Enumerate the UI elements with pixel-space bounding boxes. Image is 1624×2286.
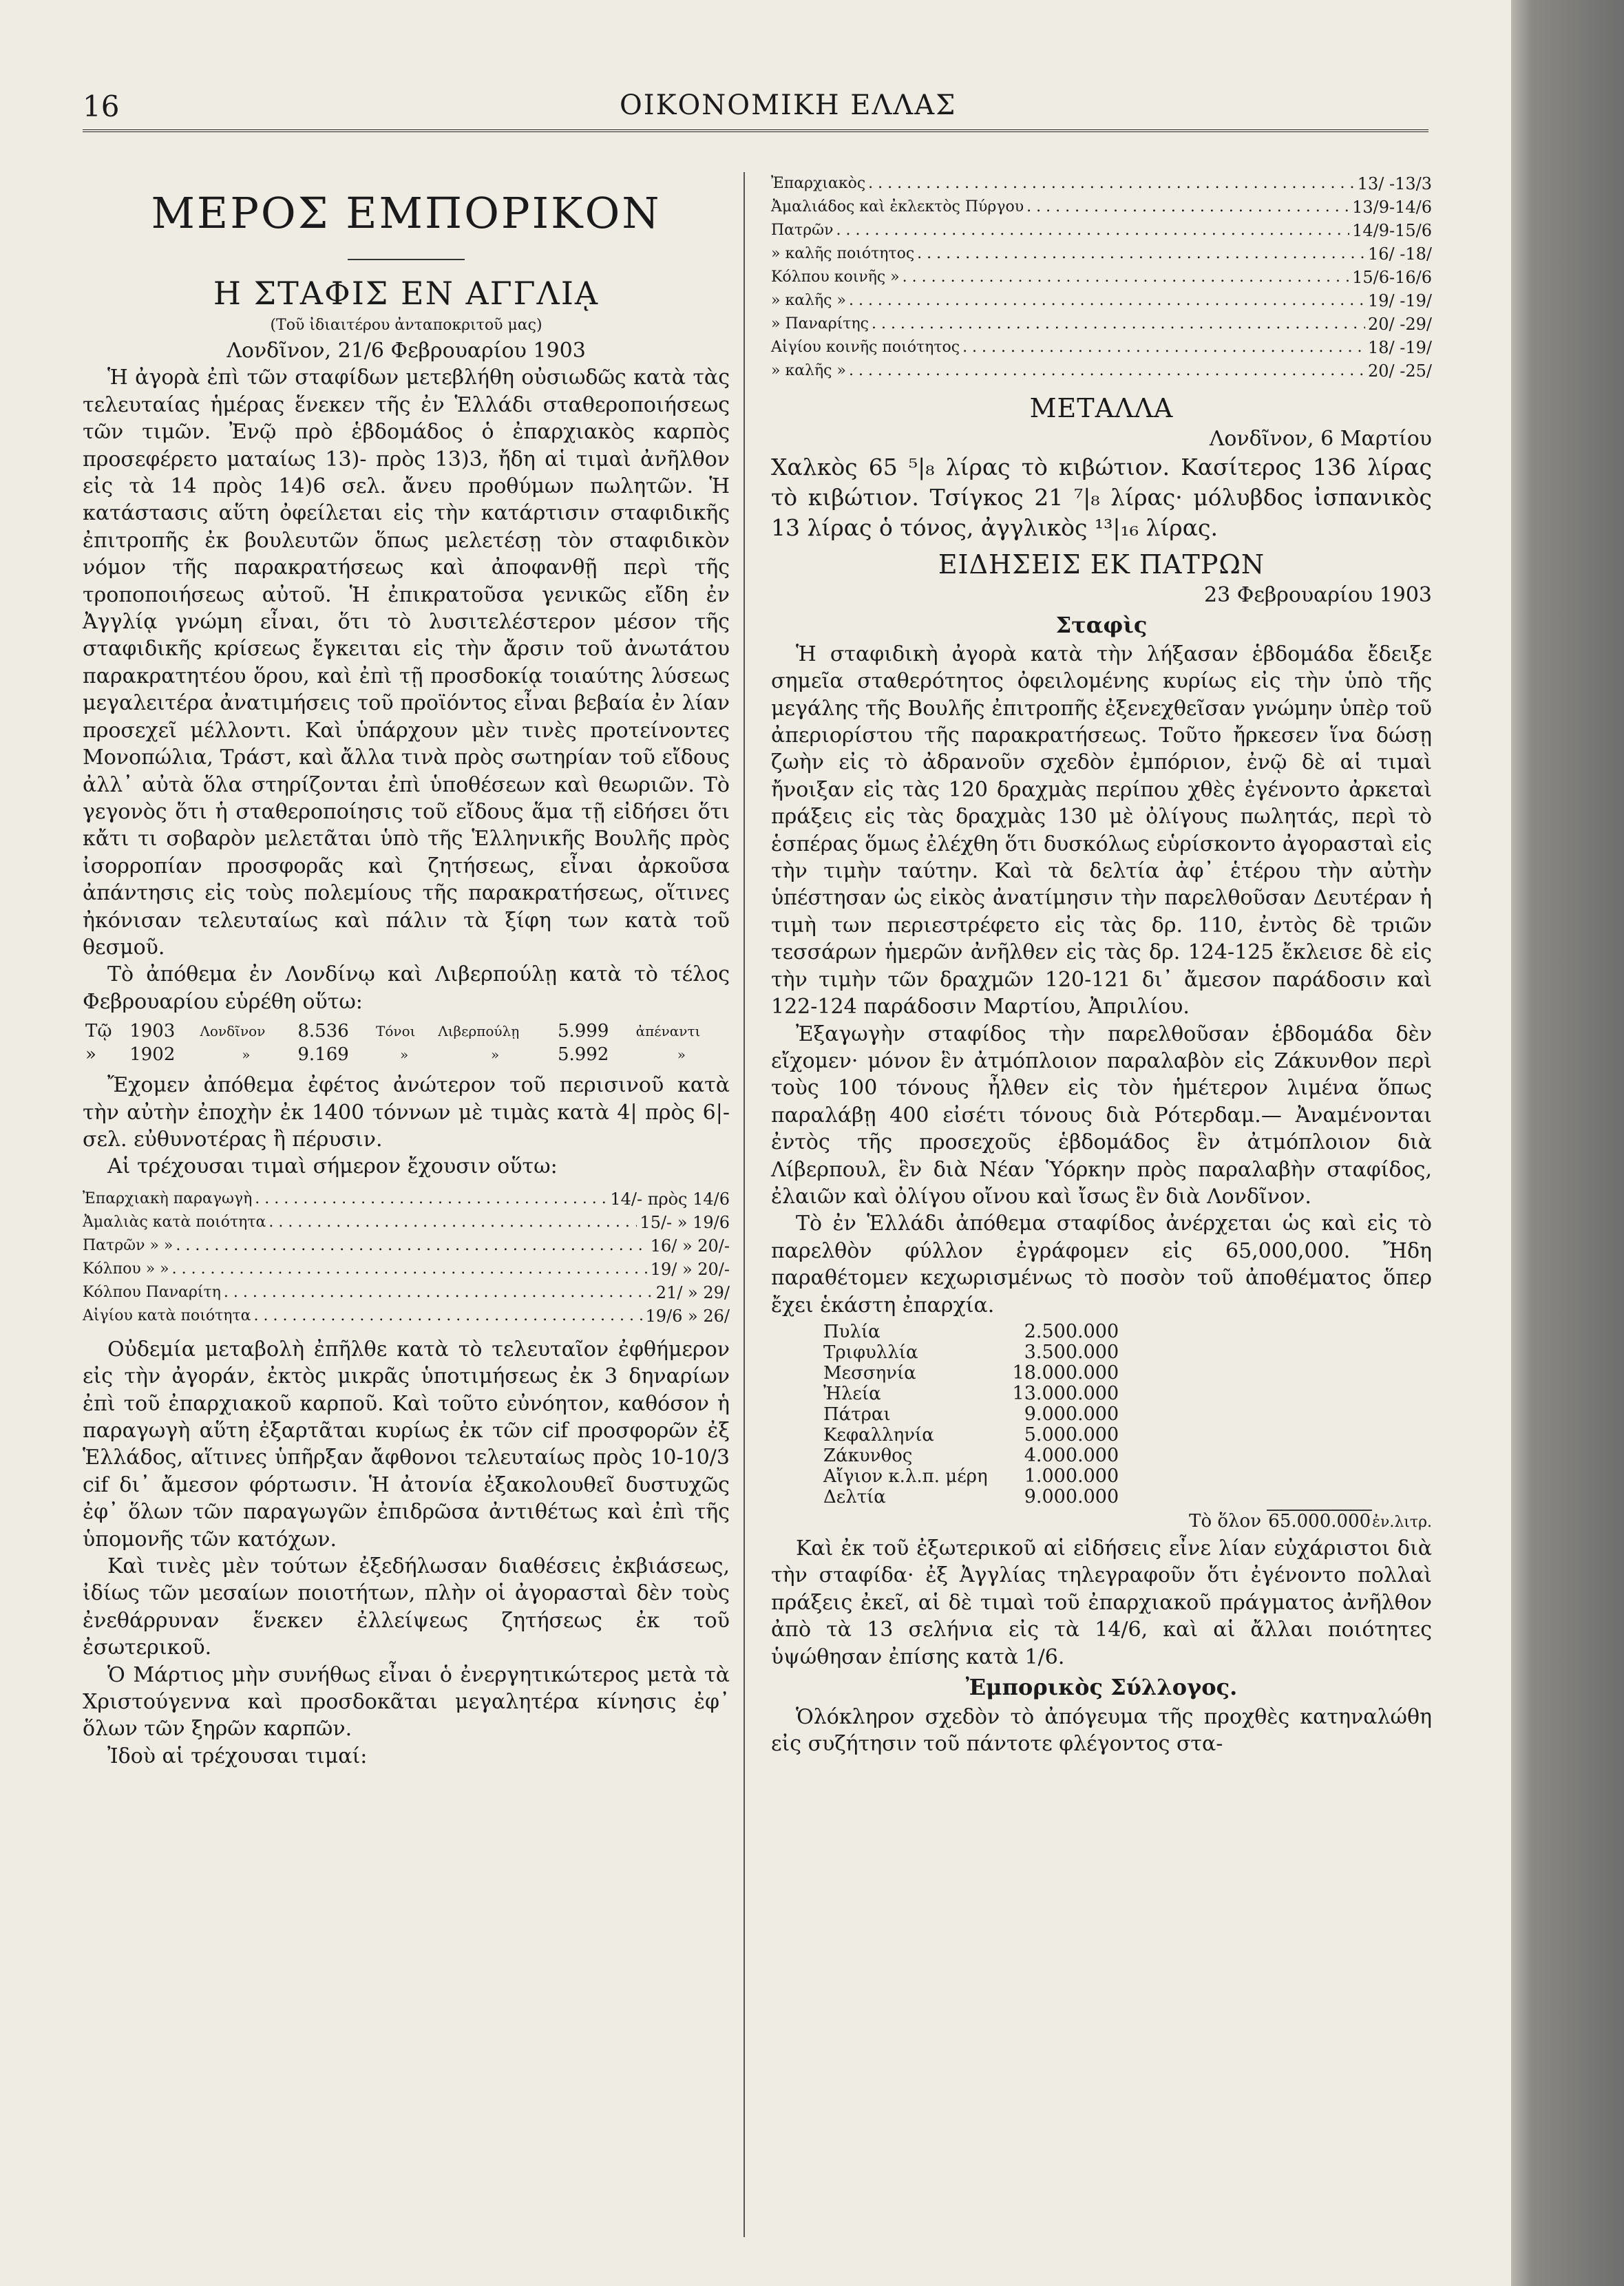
stock-city: » — [490, 1046, 500, 1063]
province-name: Κεφαλληνία — [823, 1424, 934, 1446]
province-amount: 1.000.000 — [1024, 1465, 1119, 1487]
price-value: 13/ -13/3 — [1357, 174, 1432, 193]
article-title: Η ΣΤΑΦΙΣ ΕΝ ΑΓΓΛΙᾼ — [213, 275, 600, 312]
stock-prefix: » — [85, 1044, 96, 1066]
stock-year: 1902 — [129, 1044, 176, 1066]
price-value: 19/ -19/ — [1368, 291, 1432, 310]
stock-year: 1903 — [129, 1021, 176, 1042]
province-amount: 13.000.000 — [1012, 1382, 1119, 1404]
title-rule — [348, 259, 465, 260]
metals-dateline: Λονδῖνον, 6 Μαρτίου — [1209, 427, 1432, 451]
list-item — [771, 336, 1432, 359]
price-label: » καλῆς » — [771, 362, 846, 379]
province-amount: 3.500.000 — [1024, 1341, 1119, 1363]
province-amount: 2.500.000 — [1024, 1320, 1119, 1342]
stock-city: Λιβερπούλῃ — [438, 1023, 520, 1040]
price-label: » καλῆς » — [771, 292, 846, 309]
price-value: 16/ » 20/- — [650, 1236, 730, 1256]
paragraph: Χαλκὸς 65 ⁵|₈ λίρας τὸ κιβώτιον. Κασίτερος 136 λίρας τὸ κιβώτιον. Τσίγκος 21 ⁷|₈ λίρας· μόλυβδος ἰσπανικὸς 13 λίρας ὁ τόνος, ἀγγλικὸς ¹³|₁₆ λίρας. — [771, 454, 1432, 542]
list-item — [771, 266, 1432, 289]
province-name: Μεσσηνία — [823, 1362, 916, 1384]
list-item — [83, 1187, 730, 1211]
journal-title: ΟΙΚΟΝΟΜΙΚΗ ΕΛΛΑΣ — [620, 89, 957, 121]
table-row — [819, 1322, 1123, 1342]
metals-title: ΜΕΤΑΛΛΑ — [1029, 393, 1174, 423]
province-name: Αἴγιον κ.λ.π. μέρη — [823, 1465, 988, 1487]
list-item — [771, 242, 1432, 266]
province-amount: 4.000.000 — [1024, 1444, 1119, 1466]
left-column — [83, 172, 730, 1770]
province-name: Τριφυλλία — [823, 1342, 918, 1363]
price-label: Πατρῶν » » — [83, 1236, 173, 1254]
stock-quantity: 9.169 — [297, 1044, 349, 1066]
byline: (Τοῦ ἰδιαιτέρου ἀνταποκριτοῦ μας) — [270, 317, 542, 334]
price-value: 14/9-15/6 — [1352, 221, 1432, 240]
price-value: 19/6 » 26/ — [645, 1306, 730, 1326]
stock-unit: » — [400, 1046, 409, 1063]
price-value: 16/ -18/ — [1368, 244, 1432, 264]
province-amount: 18.000.000 — [1012, 1362, 1119, 1384]
right-column — [771, 172, 1432, 1758]
province-amount: 9.000.000 — [1024, 1403, 1119, 1425]
price-value: 14/- πρὸς 14/6 — [610, 1189, 730, 1209]
stock-note: » — [677, 1046, 686, 1063]
list-item — [771, 359, 1432, 383]
price-label: Πατρῶν — [771, 222, 834, 239]
stock-quantity: 5.999 — [557, 1021, 609, 1042]
list-item — [771, 195, 1432, 219]
province-name: Δελτία — [823, 1486, 886, 1507]
province-amount: 9.000.000 — [1024, 1485, 1119, 1507]
paragraph: Ἰδοὺ αἱ τρέχουσαι τιμαί: — [107, 1744, 368, 1768]
table-row — [819, 1446, 1123, 1466]
province-total — [771, 1507, 1432, 1535]
province-name: Πάτραι — [823, 1404, 891, 1425]
list-item — [83, 1304, 730, 1328]
stock-quantity: 8.536 — [297, 1021, 349, 1042]
price-label: Αἰγίου κατὰ ποιότητα — [83, 1306, 251, 1324]
province-name: Πυλία — [823, 1321, 880, 1342]
total-unit: ἐν.λιτρ. — [1372, 1513, 1432, 1531]
patras-dateline: 23 Φεβρουαρίου 1903 — [1204, 583, 1432, 608]
price-label: Ἀμαλιάδος καὶ ἐκλεκτὸς Πύργου — [771, 198, 1024, 215]
stock-quantity: 5.992 — [557, 1044, 609, 1066]
paragraph: Καὶ τινὲς μὲν τούτων ἐξεδήλωσαν διαθέσεις ἐκβιάσεως, ἰδίως τῶν μεσαίων ποιοτήτων, πλὴν οἱ ἀγορασταὶ δὲν τοὺς ἐνεθάρρυναν ἕνεκεν ἐλλείψεως ζητήσεως ἐκ τοῦ ἐσωτερικοῦ. — [83, 1554, 730, 1660]
table-row — [819, 1363, 1123, 1384]
province-amount: 5.000.000 — [1024, 1424, 1119, 1446]
table-row — [819, 1342, 1123, 1363]
price-list — [771, 172, 1432, 383]
paragraph: Ὁ Μάρτιος μὴν συνήθως εἶναι ὁ ἐνεργητικώτερος μετὰ τὰ Χριστούγεννα καὶ προσδοκᾶται μεγαλητέρα κίνησις ἐφ᾽ ὅλων τῶν ξηρῶν καρπῶν. — [83, 1662, 730, 1742]
price-label: Ἐπαρχιακὸς — [771, 175, 866, 192]
stock-prefix: Τῷ — [85, 1021, 112, 1042]
paragraph: Ἡ σταφιδικὴ ἀγορὰ κατὰ τὴν λήξασαν ἑβδομάδα ἔδειξε σημεῖα σταθερότητος ὀφειλομένης κυρίως εἰς τὴν ὑπὸ τῆς μεγάλης τῆς Βουλῆς ἐπιτροπῆς ἐξενεχθεῖσαν γνώμην ὑπὲρ τοῦ ἀπεριορίστου τῆς παρακρατήσεως. Τοῦτο ἤρκεσεν ἵνα δώσῃ ζωὴν εἰς τὸ ἀδρανοῦν σχεδὸν ἐμπόριον, ἐνῷ δὲ αἱ τιμαὶ ἤνοιξαν εἰς τὰς 120 δραχμὰς περίπου χθὲς ἐγένοντο ἀρκεταὶ πράξεις εἰς τὰς δραχμὰς 130 μὲ ὀλίγους πωλητάς, περὶ τὸ ἑσπέρας ὅμως ἐλέχθη ὅτι δυσκόλως εὑρίσκοντο ἀγορασταὶ εἰς τὴν τιμὴν ταύτην. Καὶ τὰ δελτία ἀφ᾽ ἑτέρου τὴν αὐτὴν ὑπέστησαν ὡς εἰκὸς ἀνατίμησιν τὴν παρελθοῦσαν Δευτέραν ἡ τιμὴ των περιεστρέφετο εἰς τὰς δρ. 110, ἐντὸς δὲ τριῶν τεσσάρων ἡμερῶν ἀνῆλθεν εἰς τὰς δρ. 124-125 ἔκλεισε δὲ εἰς τὴν τιμὴν τῶν δραχμῶν 120-121 δι᾽ ἄμεσον παράδοσιν καὶ 122-124 παράδοσιν Μαρτίου, Ἀπριλίου. — [771, 642, 1432, 1019]
price-value: 20/ -29/ — [1368, 315, 1432, 334]
list-item — [771, 313, 1432, 336]
dateline: Λονδῖνον, 21/6 Φεβρουαρίου 1903 — [226, 339, 586, 363]
paragraph: Αἱ τρέχουσαι τιμαὶ σήμερον ἔχουσιν οὕτω: — [107, 1154, 558, 1179]
price-label: Αἰγίου κοινῆς ποιότητος — [771, 339, 960, 356]
list-item — [83, 1258, 730, 1281]
table-row — [83, 1043, 730, 1066]
province-table — [819, 1322, 1123, 1507]
page-header — [83, 89, 1425, 131]
patras-title: ΕΙΔΗΣΕΙΣ ΕΚ ΠΑΤΡΩΝ — [938, 549, 1265, 580]
paragraph: Οὐδεμία μεταβολὴ ἐπῆλθε κατὰ τὸ τελευταῖον ἐφθήμερον εἰς τὴν ἀγοράν, ἐκτὸς μικρᾶς ὑποτιμήσεως ἐκ 3 δηναρίων ἐπὶ τοῦ ἐπαρχιακοῦ καρποῦ. Καὶ τοῦτο εὐνόητον, καθόσον ἡ παραγωγὴ αὕτη ἐξαρτᾶται κυρίως ἐκ τῶν cif προσφορῶν ἐξ Ἑλλάδος, αἵτινες ὑπῆρξαν ἄφθονοι τελευταίως πρὸς 10-10/3 cif δι᾽ ἄμεσον φόρτωσιν. Ἡ ἀτονία ἐξακολουθεῖ δυστυχῶς ἐφ᾽ ὅλων τῶν παραγωγῶν ἐπιδρῶσα ἀντιθέτως καὶ ἐπὶ τῆς ὑπομονῆς τῶν κατόχων. — [83, 1337, 730, 1552]
section-title: ΜΕΡΟΣ ΕΜΠΟΡΙΚΟΝ — [151, 188, 662, 238]
paragraph: Ἔχομεν ἀπόθεμα ἐφέτος ἀνώτερον τοῦ περισινοῦ κατὰ τὴν αὐτὴν ἐποχὴν ἐκ 1400 τόννων μὲ τιμὰς κατὰ 4| πρὸς 6|- σελ. εὐθυνοτέρας ἢ πέρυσιν. — [83, 1073, 730, 1152]
total-value: 65.000.000 — [1268, 1510, 1371, 1532]
price-label: Ἀμαλιὰς κατὰ ποιότητα — [83, 1213, 266, 1231]
column-divider — [744, 172, 745, 2237]
stock-city: Λονδῖνον — [200, 1023, 266, 1040]
table-row — [819, 1404, 1123, 1425]
table-row — [83, 1019, 730, 1043]
price-label: Ἐπαρχιακὴ παραγωγὴ — [83, 1189, 253, 1207]
table-row — [819, 1425, 1123, 1446]
stock-city: » — [242, 1046, 251, 1063]
price-value: 13/9-14/6 — [1352, 198, 1432, 217]
stock-table — [83, 1019, 730, 1066]
stock-unit: Τόνοι — [376, 1023, 416, 1040]
stock-note: ἀπέναντι — [635, 1023, 701, 1040]
scan-edge — [1511, 0, 1624, 2286]
price-label: Κόλπου Παναρίτη — [83, 1283, 221, 1301]
province-name: Ἠλεία — [823, 1383, 881, 1404]
list-item — [83, 1281, 730, 1304]
list-item — [83, 1211, 730, 1234]
paragraph: Ἐξαγωγὴν σταφίδος τὴν παρελθοῦσαν ἑβδομάδα δὲν εἴχομεν· μόνον ἓν ἀτμόπλοιον παραλαβὸν εἰς Ζάκυνθον περὶ τοὺς 100 τόνους ἦλθεν εἰς τὸν ἡμέτερον λιμένα ὅπως παραλάβῃ 400 εἰσέτι τόνους διὰ Ρότερδαμ.— Ἀναμένονται ἐντὸς τῆς προσεχοῦς ἑβδομάδος ἓν ἀτμόπλοιον διὰ Λίβερπουλ, ἓν διὰ Νέαν Ὑόρκην πρὸς παραλαβὴν σταφίδος, ἐλαιῶν καὶ ὀλίγου οἴνου καὶ ἴσως ἓν διὰ Λονδῖνον. — [771, 1022, 1432, 1209]
subheading: Ἐμπορικὸς Σύλλογος. — [965, 1674, 1238, 1700]
subheading: Σταφὶς — [1055, 611, 1148, 638]
list-item — [771, 289, 1432, 313]
page-number: 16 — [83, 89, 120, 123]
price-value: 18/ -19/ — [1368, 338, 1432, 357]
list-item — [83, 1234, 730, 1258]
province-name: Ζάκυνθος — [823, 1445, 913, 1466]
paragraph: Ὁλόκληρον σχεδὸν τὸ ἀπόγευμα τῆς προχθὲς κατηναλώθη εἰς συζήτησιν τοῦ πάντοτε φλέγοντος στα- — [771, 1705, 1432, 1757]
paragraph: Καὶ ἐκ τοῦ ἐξωτερικοῦ αἱ εἰδήσεις εἶνε λίαν εὐχάριστοι διὰ τὴν σταφίδα· ἐξ Ἀγγλίας τηλεγραφοῦν ὅτι ἐγένοντο πολλαὶ πράξεις ἐκεῖ, αἱ δὲ τιμαὶ τοῦ ἐπαρχιακοῦ πράγματος ἀνῆλθον ἀπὸ τὰ 13 σελήνια εἰς τὰ 14/6, καὶ αἱ ἄλλαι ποιότητες ὑψώθησαν ἐπίσης κατὰ 1/6. — [771, 1536, 1432, 1669]
price-value: 21/ » 29/ — [655, 1282, 730, 1302]
paragraph: Τὸ ἐν Ἑλλάδι ἀπόθεμα σταφίδος ἀνέρχεται ὡς καὶ εἰς τὸ παρελθὸν φύλλον ἐγράφομεν εἰς 65,000,000. Ἤδη παραθέτομεν κεχωρισμένως τὸ ποσὸν τοῦ ἀποθέματος ὅπερ ἔχει ἑκάστη ἐπαρχία. — [771, 1211, 1432, 1317]
table-row — [819, 1466, 1123, 1487]
price-value: 15/- » 19/6 — [640, 1212, 730, 1232]
price-label: » Παναρίτης — [771, 315, 869, 332]
table-row — [819, 1487, 1123, 1507]
price-value: 20/ -25/ — [1368, 361, 1432, 381]
price-label: Κόλπου κοινῆς » — [771, 268, 900, 286]
list-item — [771, 172, 1432, 195]
paragraph: Τὸ ἀπόθεμα ἐν Λονδίνῳ καὶ Λιβερπούλῃ κατὰ τὸ τέλος Φεβρουαρίου εὑρέθη οὕτω: — [83, 962, 730, 1014]
total-label: Τὸ ὅλον — [1189, 1510, 1262, 1532]
list-item — [771, 219, 1432, 242]
paragraph: Ἡ ἀγορὰ ἐπὶ τῶν σταφίδων μετεβλήθη οὐσιωδῶς κατὰ τὰς τελευταίας ἡμέρας ἕνεκεν τῆς ἐν Ἑλλάδι σταθεροποιήσεως τῶν τιμῶν. Ἐνῷ πρὸ ἑβδομάδος ὁ ἐπαρχιακὸς καρπὸς προσεφέρετο ματαίως 13)- πρὸς 13)3, ἤδη αἱ τιμαὶ ἀνῆλθον εἰς τὰ 14 πρὸς 14)6 σελ. ἄνευ προθύμων πωλητῶν. Ἡ κατάστασις αὕτη ὀφείλεται εἰς τὴν κατάρτισιν σταφιδικῆς ἐπιτροπῆς ἐκ βουλευτῶν ὅπως μελετέσῃ τὸν σταφιδικὸν νόμον τῆς παρακρατήσεως καὶ ἀποφανθῇ περὶ τῆς τροποποιήσεως αὐτοῦ. Ἡ ἐπικρατοῦσα γενικῶς εἴδη ἐν Ἀγγλίᾳ γνώμη εἶναι, ὅτι τὸ λυσιτελέστερον μέσον τῆς σταφιδικῆς κρίσεως ἔγκειται εἰς τὴν ἄρσιν τοῦ ἀνωτάτου παρακρατητέου ὅρου, καὶ ἐπὶ τῇ προσδοκίᾳ τοιαύτης λύσεως μεγαλειτέρα ἀνατιμήσεις τοῦ προϊόντος εἶναι βεβαία ἐν λίαν προσεχεῖ μέλλοντι. Καὶ ὑπάρχουν μὲν τινὲς προτείνοντες Μονοπώλια, Τράστ, καὶ ἄλλα τινὰ πρὸς σωτηρίαν τοῦ εἴδους ἀλλ᾽ αὐτὰ ὅλα στηρίζονται ἐπὶ ὑποθέσεων καὶ θεωριῶν. Τὸ γεγονὸς ὅτι ἡ σταθεροποίησις τοῦ εἴδους ἅμα τῇ εἰδήσει ὅτι κἄτι τι σοβαρὸν μελετᾶται ὑπὸ τῆς Ἑλληνικῆς Βουλῆς πρὸς ἰσορροπίαν προσφορᾶς καὶ ζητήσεως, εἶναι ἀρκοῦσα ἀπάντησις εἰς τοὺς πολεμίους τῆς παρακρατήσεως, οἵτινες ἠκόνισαν τελευταίως καὶ πάλιν τὰ ξίφη των κατὰ τοῦ θεσμοῦ. — [83, 366, 730, 960]
header-rule — [83, 129, 1428, 132]
price-value: 15/6-16/6 — [1352, 268, 1432, 287]
table-row — [819, 1384, 1123, 1404]
price-label: » καλῆς ποιότητος — [771, 245, 915, 262]
price-list — [83, 1187, 730, 1328]
price-label: Κόλπου » » — [83, 1260, 169, 1278]
price-value: 19/ » 20/- — [650, 1259, 730, 1279]
